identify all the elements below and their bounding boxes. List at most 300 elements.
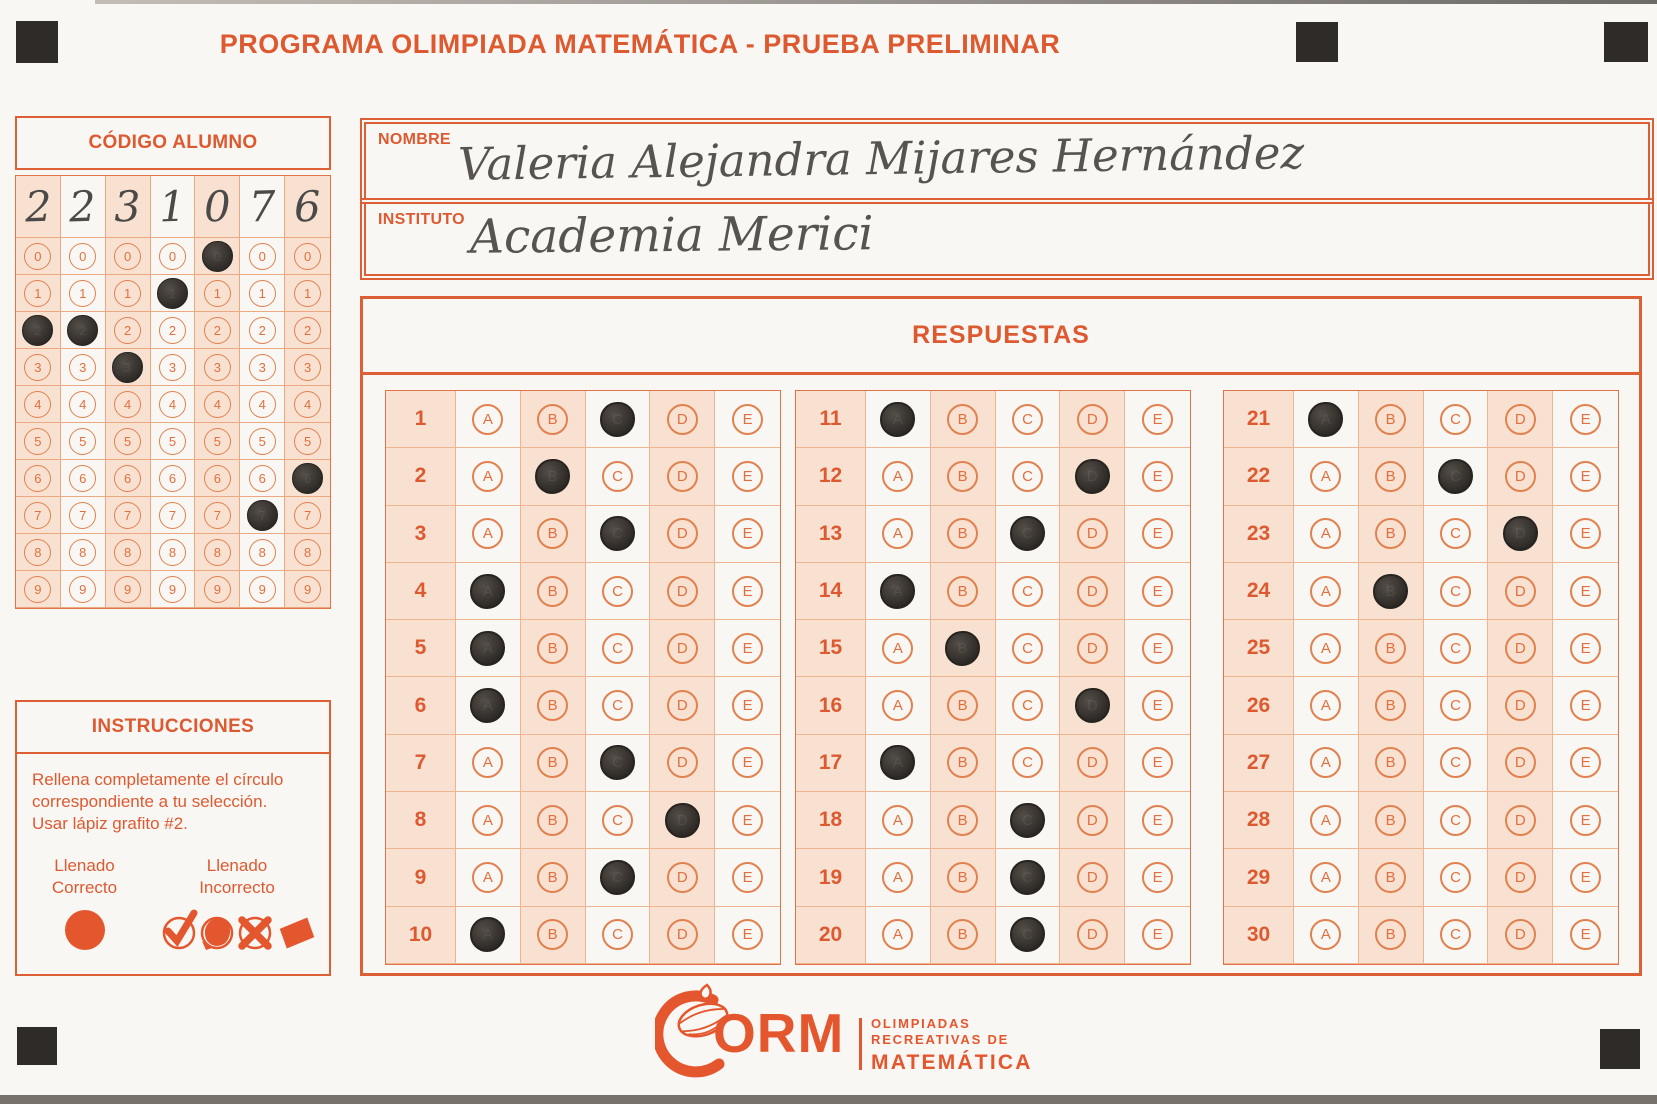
answer-bubble-q15-E[interactable]: E: [1142, 633, 1173, 664]
code-cell: [195, 423, 240, 460]
code-bubble-col5-digit-1[interactable]: 1: [204, 280, 231, 307]
answer-bubble-q16-C[interactable]: C: [1012, 690, 1043, 721]
code-cell: [151, 238, 196, 275]
code-written-cell-col6[interactable]: [240, 176, 285, 238]
answer-bubble-q4-C[interactable]: C: [602, 576, 633, 607]
answer-bubble-q17-D[interactable]: D: [1077, 747, 1108, 778]
code-cell: [285, 460, 330, 497]
answer-bubble-q11-A[interactable]: A: [880, 402, 915, 437]
answer-cell: [650, 907, 715, 964]
code-bubble-col2-digit-9[interactable]: 9: [69, 576, 96, 603]
code-bubble-col3-digit-6[interactable]: 6: [114, 465, 141, 492]
answer-bubble-q6-A[interactable]: A: [470, 688, 505, 723]
answer-bubble-q12-B[interactable]: B: [947, 461, 978, 492]
answer-bubble-q3-A[interactable]: A: [472, 518, 503, 549]
code-bubble-col4-digit-9[interactable]: 9: [159, 576, 186, 603]
answer-cell: [1553, 735, 1618, 792]
code-bubble-col2-digit-6[interactable]: 6: [69, 465, 96, 492]
answer-bubble-q6-B[interactable]: B: [537, 690, 568, 721]
answer-cell: [1488, 735, 1553, 792]
code-bubble-col6-digit-0[interactable]: 0: [249, 243, 276, 270]
code-cell: [106, 460, 151, 497]
code-bubble-col2-digit-0[interactable]: 0: [69, 243, 96, 270]
code-bubble-col6-digit-6[interactable]: 6: [249, 465, 276, 492]
answer-bubble-q16-D[interactable]: D: [1075, 688, 1110, 723]
answer-cell: [1294, 391, 1359, 448]
handwritten-code-digit: 3: [113, 181, 142, 231]
answer-bubble-q4-E[interactable]: E: [732, 576, 763, 607]
answer-bubble-q16-E[interactable]: E: [1142, 690, 1173, 721]
answer-bubble-q7-D[interactable]: D: [667, 747, 698, 778]
code-bubble-col2-digit-4[interactable]: 4: [69, 391, 96, 418]
answer-bubble-q22-C[interactable]: C: [1438, 459, 1473, 494]
answer-bubble-q3-D[interactable]: D: [667, 518, 698, 549]
answer-cell: [456, 620, 521, 677]
answer-cell: [1060, 735, 1125, 792]
answer-bubble-q9-D[interactable]: D: [667, 862, 698, 893]
answer-cell: [521, 391, 586, 448]
code-bubble-col7-digit-9[interactable]: 9: [294, 576, 321, 603]
code-bubble-col5-digit-3[interactable]: 3: [204, 354, 231, 381]
answer-bubble-q23-C[interactable]: C: [1440, 518, 1471, 549]
code-written-cell-col5[interactable]: [195, 176, 240, 238]
code-bubble-col4-digit-2[interactable]: 2: [159, 317, 186, 344]
answer-bubble-q23-E[interactable]: E: [1570, 518, 1601, 549]
answer-cell: [931, 391, 996, 448]
code-bubble-col4-digit-6[interactable]: 6: [159, 465, 186, 492]
answer-bubble-q2-C[interactable]: C: [602, 461, 633, 492]
answer-bubble-q27-E[interactable]: E: [1570, 747, 1601, 778]
answer-bubble-q10-E[interactable]: E: [732, 919, 763, 950]
answer-bubble-q20-E[interactable]: E: [1142, 919, 1173, 950]
answer-bubble-q9-B[interactable]: B: [537, 862, 568, 893]
code-bubble-col5-digit-4[interactable]: 4: [204, 391, 231, 418]
question-number: 8: [386, 792, 456, 849]
code-cell: [16, 386, 61, 423]
answer-bubble-q12-D[interactable]: D: [1075, 459, 1110, 494]
code-cell: [106, 312, 151, 349]
answer-cell: [1553, 506, 1618, 563]
code-cell: [106, 238, 151, 275]
name-field-label: NOMBRE: [378, 131, 451, 148]
code-bubble-col6-digit-5[interactable]: 5: [249, 428, 276, 455]
answer-cell: [456, 792, 521, 849]
answer-bubble-q26-D[interactable]: D: [1505, 690, 1536, 721]
answer-bubble-q30-A[interactable]: A: [1310, 919, 1341, 950]
answer-bubble-q20-B[interactable]: B: [947, 919, 978, 950]
answer-bubble-q10-A[interactable]: A: [470, 917, 505, 952]
answer-bubble-q2-B[interactable]: B: [535, 459, 570, 494]
answer-bubble-q19-B[interactable]: B: [947, 862, 978, 893]
question-number: 20: [796, 907, 866, 964]
code-bubble-col5-digit-7[interactable]: 7: [204, 502, 231, 529]
answer-cell: [586, 677, 651, 734]
code-cell: [151, 571, 196, 608]
answer-bubble-q3-E[interactable]: E: [732, 518, 763, 549]
answer-cell: [866, 448, 931, 505]
code-bubble-col3-digit-4[interactable]: 4: [114, 391, 141, 418]
answer-bubble-q18-A[interactable]: A: [882, 805, 913, 836]
answer-cell: [1424, 792, 1489, 849]
answer-bubble-q2-A[interactable]: A: [472, 461, 503, 492]
code-bubble-col2-digit-7[interactable]: 7: [69, 502, 96, 529]
answer-bubble-q24-E[interactable]: E: [1570, 576, 1601, 607]
code-bubble-col4-digit-3[interactable]: 3: [159, 354, 186, 381]
code-bubble-col2-digit-5[interactable]: 5: [69, 428, 96, 455]
code-cell: [61, 460, 106, 497]
answer-cell: [1424, 849, 1489, 906]
code-bubble-col7-digit-8[interactable]: 8: [294, 539, 321, 566]
answer-bubble-q25-E[interactable]: E: [1570, 633, 1601, 664]
code-bubble-col3-digit-9[interactable]: 9: [114, 576, 141, 603]
answer-bubble-q30-E[interactable]: E: [1570, 919, 1601, 950]
answer-bubble-q19-C[interactable]: C: [1010, 860, 1045, 895]
answer-cell: [1553, 448, 1618, 505]
answer-bubble-q14-A[interactable]: A: [880, 574, 915, 609]
answer-bubble-q10-C[interactable]: C: [602, 919, 633, 950]
code-bubble-col4-digit-0[interactable]: 0: [159, 243, 186, 270]
answer-bubble-q8-B[interactable]: B: [537, 805, 568, 836]
code-cell: [240, 534, 285, 571]
code-bubble-col1-digit-1[interactable]: 1: [24, 280, 51, 307]
question-number: 7: [386, 735, 456, 792]
code-cell: [61, 386, 106, 423]
code-written-cell-col4[interactable]: [151, 176, 196, 238]
answer-bubble-q9-E[interactable]: E: [732, 862, 763, 893]
code-bubble-col1-digit-0[interactable]: 0: [24, 243, 51, 270]
answer-bubble-q5-A[interactable]: A: [470, 631, 505, 666]
scan-edge-top: [95, 0, 1657, 4]
answer-cell: [586, 391, 651, 448]
answer-bubble-q5-E[interactable]: E: [732, 633, 763, 664]
code-bubble-col5-digit-8[interactable]: 8: [204, 539, 231, 566]
code-bubble-col3-digit-5[interactable]: 5: [114, 428, 141, 455]
answer-bubble-q1-D[interactable]: D: [667, 404, 698, 435]
code-bubble-col6-digit-2[interactable]: 2: [249, 317, 276, 344]
code-cell: [106, 571, 151, 608]
code-bubble-col2-digit-1[interactable]: 1: [69, 280, 96, 307]
answer-bubble-q8-C[interactable]: C: [602, 805, 633, 836]
answer-cell: [521, 620, 586, 677]
answer-bubble-q20-D[interactable]: D: [1077, 919, 1108, 950]
code-bubble-col4-digit-8[interactable]: 8: [159, 539, 186, 566]
code-bubble-col1-digit-3[interactable]: 3: [24, 354, 51, 381]
code-bubble-col2-digit-3[interactable]: 3: [69, 354, 96, 381]
instructions-header: INSTRUCCIONES: [17, 702, 329, 754]
code-bubble-col6-digit-7[interactable]: 7: [247, 500, 278, 531]
answer-bubble-q3-C[interactable]: C: [600, 516, 635, 551]
answer-bubble-q7-C[interactable]: C: [600, 745, 635, 780]
code-bubble-col6-digit-9[interactable]: 9: [249, 576, 276, 603]
code-bubble-col6-digit-4[interactable]: 4: [249, 391, 276, 418]
answer-bubble-q29-A[interactable]: A: [1310, 862, 1341, 893]
answer-bubble-q11-C[interactable]: C: [1012, 404, 1043, 435]
code-bubble-col5-digit-0[interactable]: 0: [202, 241, 233, 272]
answer-cell: [1294, 506, 1359, 563]
answer-bubble-q19-D[interactable]: D: [1077, 862, 1108, 893]
answer-cell: [931, 448, 996, 505]
answer-bubble-q27-D[interactable]: D: [1505, 747, 1536, 778]
student-code-header: CÓDIGO ALUMNO: [15, 116, 331, 170]
answer-bubble-q23-B[interactable]: B: [1375, 518, 1406, 549]
answer-cell: [586, 506, 651, 563]
code-bubble-col3-digit-1[interactable]: 1: [114, 280, 141, 307]
code-bubble-col5-digit-9[interactable]: 9: [204, 576, 231, 603]
code-bubble-col2-digit-8[interactable]: 8: [69, 539, 96, 566]
answer-bubble-q6-E[interactable]: E: [732, 690, 763, 721]
answer-bubble-q23-A[interactable]: A: [1310, 518, 1341, 549]
code-cell: [285, 497, 330, 534]
answer-bubble-q2-D[interactable]: D: [667, 461, 698, 492]
answer-bubble-q22-B[interactable]: B: [1375, 461, 1406, 492]
answer-bubble-q20-A[interactable]: A: [882, 919, 913, 950]
answer-bubble-q4-A[interactable]: A: [470, 574, 505, 609]
code-written-cell-col1[interactable]: [16, 176, 61, 238]
answer-bubble-q14-B[interactable]: B: [947, 576, 978, 607]
code-cell: [151, 497, 196, 534]
answer-bubble-q10-B[interactable]: B: [537, 919, 568, 950]
answer-bubble-q18-B[interactable]: B: [947, 805, 978, 836]
answer-bubble-q22-A[interactable]: A: [1310, 461, 1341, 492]
answer-bubble-q18-C[interactable]: C: [1010, 803, 1045, 838]
code-bubble-col3-digit-8[interactable]: 8: [114, 539, 141, 566]
code-bubble-col1-digit-5[interactable]: 5: [24, 428, 51, 455]
answer-bubble-q13-A[interactable]: A: [882, 518, 913, 549]
code-bubble-col1-digit-8[interactable]: 8: [24, 539, 51, 566]
answer-bubble-q4-D[interactable]: D: [667, 576, 698, 607]
answer-bubble-q8-A[interactable]: A: [472, 805, 503, 836]
answer-bubble-q16-A[interactable]: A: [882, 690, 913, 721]
answer-bubble-q30-C[interactable]: C: [1440, 919, 1471, 950]
question-number: 26: [1224, 677, 1294, 734]
answer-bubble-q26-B[interactable]: B: [1375, 690, 1406, 721]
answer-bubble-q28-B[interactable]: B: [1375, 805, 1406, 836]
answer-bubble-q25-C[interactable]: C: [1440, 633, 1471, 664]
answer-bubble-q28-E[interactable]: E: [1570, 805, 1601, 836]
answer-bubble-q28-D[interactable]: D: [1505, 805, 1536, 836]
answer-cell: [1294, 849, 1359, 906]
answer-bubble-q26-A[interactable]: A: [1310, 690, 1341, 721]
question-number: 6: [386, 677, 456, 734]
answer-bubble-q29-D[interactable]: D: [1505, 862, 1536, 893]
answer-bubble-q13-C[interactable]: C: [1010, 516, 1045, 551]
answer-bubble-q21-E[interactable]: E: [1570, 404, 1601, 435]
code-bubble-col3-digit-3[interactable]: 3: [112, 352, 143, 383]
answer-bubble-q17-C[interactable]: C: [1012, 747, 1043, 778]
answer-bubble-q28-A[interactable]: A: [1310, 805, 1341, 836]
answer-bubble-q25-D[interactable]: D: [1505, 633, 1536, 664]
answer-bubble-q15-D[interactable]: D: [1077, 633, 1108, 664]
code-bubble-col7-digit-4[interactable]: 4: [294, 391, 321, 418]
code-cell: [285, 275, 330, 312]
answer-bubble-q13-D[interactable]: D: [1077, 518, 1108, 549]
code-cell: [285, 534, 330, 571]
answer-bubble-q3-B[interactable]: B: [537, 518, 568, 549]
answer-cell: [996, 907, 1061, 964]
answer-bubble-q7-A[interactable]: A: [472, 747, 503, 778]
answer-bubble-q7-E[interactable]: E: [732, 747, 763, 778]
answer-bubble-q21-A[interactable]: A: [1308, 402, 1343, 437]
answer-cell: [1553, 563, 1618, 620]
answer-cell: [1553, 792, 1618, 849]
code-bubble-col7-digit-1[interactable]: 1: [294, 280, 321, 307]
answer-bubble-q12-C[interactable]: C: [1012, 461, 1043, 492]
answer-bubble-q13-B[interactable]: B: [947, 518, 978, 549]
answer-bubble-q29-B[interactable]: B: [1375, 862, 1406, 893]
answer-bubble-q18-D[interactable]: D: [1077, 805, 1108, 836]
answer-bubble-q27-A[interactable]: A: [1310, 747, 1341, 778]
code-bubble-col3-digit-7[interactable]: 7: [114, 502, 141, 529]
answer-cell: [931, 677, 996, 734]
code-bubble-col4-digit-4[interactable]: 4: [159, 391, 186, 418]
answer-bubble-q18-E[interactable]: E: [1142, 805, 1173, 836]
answer-cell: [456, 391, 521, 448]
answer-cell: [1424, 563, 1489, 620]
answer-bubble-q14-D[interactable]: D: [1077, 576, 1108, 607]
code-bubble-col6-digit-8[interactable]: 8: [249, 539, 276, 566]
answer-bubble-q25-A[interactable]: A: [1310, 633, 1341, 664]
code-bubble-col1-digit-6[interactable]: 6: [24, 465, 51, 492]
answer-bubble-q29-E[interactable]: E: [1570, 862, 1601, 893]
answer-bubble-q13-E[interactable]: E: [1142, 518, 1173, 549]
answer-bubble-q5-C[interactable]: C: [602, 633, 633, 664]
answer-cell: [715, 506, 780, 563]
code-cell: [61, 349, 106, 386]
code-bubble-col4-digit-1[interactable]: 1: [157, 278, 188, 309]
answer-bubble-q17-B[interactable]: B: [947, 747, 978, 778]
institute-field[interactable]: [360, 198, 1654, 280]
answer-bubble-q27-B[interactable]: B: [1375, 747, 1406, 778]
answer-bubble-q19-E[interactable]: E: [1142, 862, 1173, 893]
answer-bubble-q30-D[interactable]: D: [1505, 919, 1536, 950]
question-number: 25: [1224, 620, 1294, 677]
answer-bubble-q22-D[interactable]: D: [1505, 461, 1536, 492]
answer-bubble-q24-B[interactable]: B: [1373, 574, 1408, 609]
question-number: 4: [386, 563, 456, 620]
answer-bubble-q21-D[interactable]: D: [1505, 404, 1536, 435]
answer-bubble-q12-A[interactable]: A: [882, 461, 913, 492]
code-cell: [61, 423, 106, 460]
instructions-body: [17, 754, 329, 835]
code-bubble-col5-digit-5[interactable]: 5: [204, 428, 231, 455]
code-bubble-col1-digit-2[interactable]: 2: [22, 315, 53, 346]
answer-bubble-q14-E[interactable]: E: [1142, 576, 1173, 607]
answer-bubble-q11-B[interactable]: B: [947, 404, 978, 435]
answer-bubble-q9-C[interactable]: C: [600, 860, 635, 895]
answer-bubble-q8-E[interactable]: E: [732, 805, 763, 836]
code-bubble-col3-digit-2[interactable]: 2: [114, 317, 141, 344]
code-bubble-col1-digit-7[interactable]: 7: [24, 502, 51, 529]
answer-bubble-q15-A[interactable]: A: [882, 633, 913, 664]
question-number: 22: [1224, 448, 1294, 505]
answer-bubble-q6-C[interactable]: C: [602, 690, 633, 721]
answer-cell: [650, 506, 715, 563]
code-bubble-col1-digit-4[interactable]: 4: [24, 391, 51, 418]
answer-bubble-q21-B[interactable]: B: [1375, 404, 1406, 435]
answer-bubble-q8-D[interactable]: D: [665, 803, 700, 838]
answer-cell: [521, 735, 586, 792]
code-bubble-col6-digit-3[interactable]: 3: [249, 354, 276, 381]
answer-bubble-q5-B[interactable]: B: [537, 633, 568, 664]
answer-bubble-q2-E[interactable]: E: [732, 461, 763, 492]
answer-bubble-q10-D[interactable]: D: [667, 919, 698, 950]
answer-bubble-q27-C[interactable]: C: [1440, 747, 1471, 778]
answer-bubble-q17-A[interactable]: A: [880, 745, 915, 780]
answer-bubble-q21-C[interactable]: C: [1440, 404, 1471, 435]
answer-bubble-q20-C[interactable]: C: [1010, 917, 1045, 952]
answer-bubble-q26-E[interactable]: E: [1570, 690, 1601, 721]
answer-bubble-q11-E[interactable]: E: [1142, 404, 1173, 435]
answer-bubble-q19-A[interactable]: A: [882, 862, 913, 893]
code-bubble-col7-digit-7[interactable]: 7: [294, 502, 321, 529]
code-written-cell-col2[interactable]: [61, 176, 106, 238]
answer-bubble-q24-C[interactable]: C: [1440, 576, 1471, 607]
answer-cell: [931, 620, 996, 677]
answer-bubble-q15-C[interactable]: C: [1012, 633, 1043, 664]
answer-cell: [650, 620, 715, 677]
answer-bubble-q1-B[interactable]: B: [537, 404, 568, 435]
answer-bubble-q1-A[interactable]: A: [472, 404, 503, 435]
code-bubble-col2-digit-2[interactable]: 2: [67, 315, 98, 346]
code-bubble-col7-digit-6[interactable]: 6: [292, 463, 323, 494]
answer-bubble-q12-E[interactable]: E: [1142, 461, 1173, 492]
answer-bubble-q26-C[interactable]: C: [1440, 690, 1471, 721]
answer-bubble-q1-C[interactable]: C: [600, 402, 635, 437]
answer-bubble-q4-B[interactable]: B: [537, 576, 568, 607]
code-bubble-col6-digit-1[interactable]: 1: [249, 280, 276, 307]
answer-bubble-q24-D[interactable]: D: [1505, 576, 1536, 607]
code-bubble-col7-digit-0[interactable]: 0: [294, 243, 321, 270]
incorrect-fill-examples-icon: [158, 906, 316, 954]
code-bubble-col4-digit-7[interactable]: 7: [159, 502, 186, 529]
code-bubble-col3-digit-0[interactable]: 0: [114, 243, 141, 270]
code-bubble-col1-digit-9[interactable]: 9: [24, 576, 51, 603]
answer-bubble-q14-C[interactable]: C: [1012, 576, 1043, 607]
code-cell: [195, 349, 240, 386]
name-field[interactable]: [360, 118, 1654, 204]
code-bubble-col7-digit-3[interactable]: 3: [294, 354, 321, 381]
answer-cell: [996, 506, 1061, 563]
answer-bubble-q25-B[interactable]: B: [1375, 633, 1406, 664]
answer-cell: [1060, 563, 1125, 620]
scan-edge-bottom: [0, 1095, 1657, 1104]
answer-bubble-q16-B[interactable]: B: [947, 690, 978, 721]
answer-bubble-q15-B[interactable]: B: [945, 631, 980, 666]
code-bubble-col7-digit-2[interactable]: 2: [294, 317, 321, 344]
code-bubble-col4-digit-5[interactable]: 5: [159, 428, 186, 455]
code-cell: [106, 275, 151, 312]
answer-bubble-q1-E[interactable]: E: [732, 404, 763, 435]
code-bubble-col7-digit-5[interactable]: 5: [294, 428, 321, 455]
answer-bubble-q7-B[interactable]: B: [537, 747, 568, 778]
answer-bubble-q22-E[interactable]: E: [1570, 461, 1601, 492]
code-written-cell-col3[interactable]: [106, 176, 151, 238]
answer-bubble-q9-A[interactable]: A: [472, 862, 503, 893]
answer-bubble-q30-B[interactable]: B: [1375, 919, 1406, 950]
code-written-cell-col7[interactable]: [285, 176, 330, 238]
answer-cell: [586, 563, 651, 620]
answer-bubble-q29-C[interactable]: C: [1440, 862, 1471, 893]
answer-bubble-q11-D[interactable]: D: [1077, 404, 1108, 435]
answer-bubble-q5-D[interactable]: D: [667, 633, 698, 664]
answer-bubble-q23-D[interactable]: D: [1503, 516, 1538, 551]
answer-bubble-q6-D[interactable]: D: [667, 690, 698, 721]
answer-bubble-q28-C[interactable]: C: [1440, 805, 1471, 836]
answer-bubble-q17-E[interactable]: E: [1142, 747, 1173, 778]
answer-bubble-q24-A[interactable]: A: [1310, 576, 1341, 607]
code-bubble-col5-digit-2[interactable]: 2: [204, 317, 231, 344]
code-bubble-col5-digit-6[interactable]: 6: [204, 465, 231, 492]
